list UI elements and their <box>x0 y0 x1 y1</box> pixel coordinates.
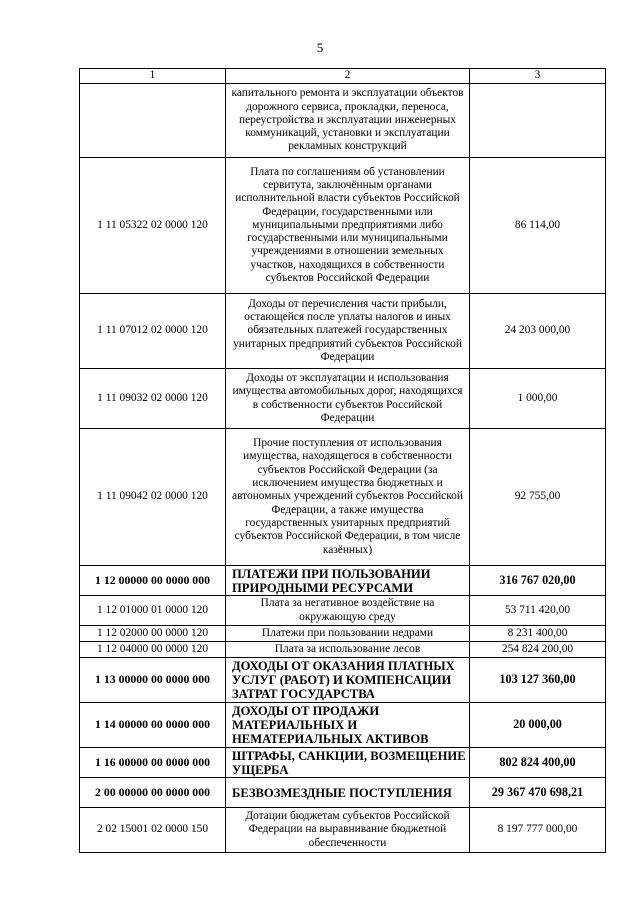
table-row <box>80 778 606 808</box>
amount-cell: 254 824 200,00 <box>470 642 606 658</box>
table-row <box>80 703 606 748</box>
description-cell: Дотации бюджетам субъектов Российской Федерации на выравнивание бюджетной обеспеченности <box>226 808 470 853</box>
column-header-1: 1 <box>80 69 226 84</box>
description-cell: ПЛАТЕЖИ ПРИ ПОЛЬЗОВАНИИ ПРИРОДНЫМИ РЕСУРСАМИ <box>226 566 470 596</box>
description-cell: Прочие поступления от использования имущества, находящегося в собственности субъектов Российской Федерации (за исключением имущества бюджетных и автономных учреждений субъектов Российской Федерации, а также имущества государственных унитарных предприятий субъектов Российской Федерации, в том числе казённых) <box>226 429 470 566</box>
budget-code-cell <box>80 84 226 158</box>
column-header-3: 3 <box>470 69 606 84</box>
amount-cell: 53 711 420,00 <box>470 596 606 626</box>
budget-code-cell: 1 13 00000 00 0000 000 <box>80 658 226 703</box>
table-row <box>80 596 606 626</box>
table-row <box>80 658 606 703</box>
column-header-2: 2 <box>226 69 470 84</box>
budget-code-cell: 1 16 00000 00 0000 000 <box>80 748 226 778</box>
description-cell: ДОХОДЫ ОТ ПРОДАЖИ МАТЕРИАЛЬНЫХ И НЕМАТЕРИАЛЬНЫХ АКТИВОВ <box>226 703 470 748</box>
table-row <box>80 294 606 369</box>
description-cell: Плата за использование лесов <box>226 642 470 658</box>
table-row <box>80 369 606 429</box>
amount-cell: 92 755,00 <box>470 429 606 566</box>
budget-revenue-table <box>79 68 606 853</box>
budget-code-cell: 1 11 07012 02 0000 120 <box>80 294 226 369</box>
table-row <box>80 748 606 778</box>
table-row <box>80 626 606 642</box>
description-cell: ШТРАФЫ, САНКЦИИ, ВОЗМЕЩЕНИЕ УЩЕРБА <box>226 748 470 778</box>
description-cell: капитального ремонта и эксплуатации объектов дорожного сервиса, прокладки, переноса, переустройства и эксплуатации инженерных коммуникаций, установки и эксплуатации рекламных конструкций <box>226 84 470 158</box>
table-row <box>80 158 606 294</box>
table-row <box>80 642 606 658</box>
amount-cell: 20 000,00 <box>470 703 606 748</box>
page-number: 5 <box>316 40 324 55</box>
description-cell: Плата по соглашениям об установлении сервитута, заключённым органами исполнительной власти субъектов Российской Федерации, государственными или муниципальными предприятиями либо государственными или муниципальными учреждениями в отношении земельных участков, находящихся в собственности субъектов Российской Федерации <box>226 158 470 294</box>
budget-code-cell: 1 12 02000 00 0000 120 <box>80 626 226 642</box>
description-cell: Платежи при пользовании недрами <box>226 626 470 642</box>
budget-code-cell: 1 12 01000 01 0000 120 <box>80 596 226 626</box>
amount-cell: 86 114,00 <box>470 158 606 294</box>
description-cell: БЕЗВОЗМЕЗДНЫЕ ПОСТУПЛЕНИЯ <box>226 778 470 808</box>
budget-code-cell: 1 12 04000 00 0000 120 <box>80 642 226 658</box>
budget-code-cell: 2 02 15001 02 0000 150 <box>80 808 226 853</box>
budget-code-cell: 2 00 00000 00 0000 000 <box>80 778 226 808</box>
amount-cell: 802 824 400,00 <box>470 748 606 778</box>
budget-code-cell: 1 12 00000 00 0000 000 <box>80 566 226 596</box>
amount-cell: 316 767 020,00 <box>470 566 606 596</box>
table-row <box>80 429 606 566</box>
description-cell: Доходы от эксплуатации и использования имущества автомобильных дорог, находящихся в собственности субъектов Российской Федерации <box>226 369 470 429</box>
table-row <box>80 84 606 158</box>
amount-cell: 24 203 000,00 <box>470 294 606 369</box>
table-row <box>80 808 606 853</box>
table-header-row <box>80 69 606 84</box>
budget-code-cell: 1 11 09032 02 0000 120 <box>80 369 226 429</box>
description-cell: Доходы от перечисления части прибыли, остающейся после уплаты налогов и иных обязательных платежей государственных унитарных предприятий субъектов Российской Федерации <box>226 294 470 369</box>
table-row <box>80 566 606 596</box>
amount-cell: 8 231 400,00 <box>470 626 606 642</box>
amount-cell: 1 000,00 <box>470 369 606 429</box>
amount-cell: 29 367 470 698,21 <box>470 778 606 808</box>
description-cell: Плата за негативное воздействие на окружающую среду <box>226 596 470 626</box>
amount-cell: 103 127 360,00 <box>470 658 606 703</box>
amount-cell <box>470 84 606 158</box>
budget-code-cell: 1 11 05322 02 0000 120 <box>80 158 226 294</box>
description-cell: ДОХОДЫ ОТ ОКАЗАНИЯ ПЛАТНЫХ УСЛУГ (РАБОТ) И КОМПЕНСАЦИИ ЗАТРАТ ГОСУДАРСТВА <box>226 658 470 703</box>
budget-code-cell: 1 14 00000 00 0000 000 <box>80 703 226 748</box>
budget-code-cell: 1 11 09042 02 0000 120 <box>80 429 226 566</box>
amount-cell: 8 197 777 000,00 <box>470 808 606 853</box>
